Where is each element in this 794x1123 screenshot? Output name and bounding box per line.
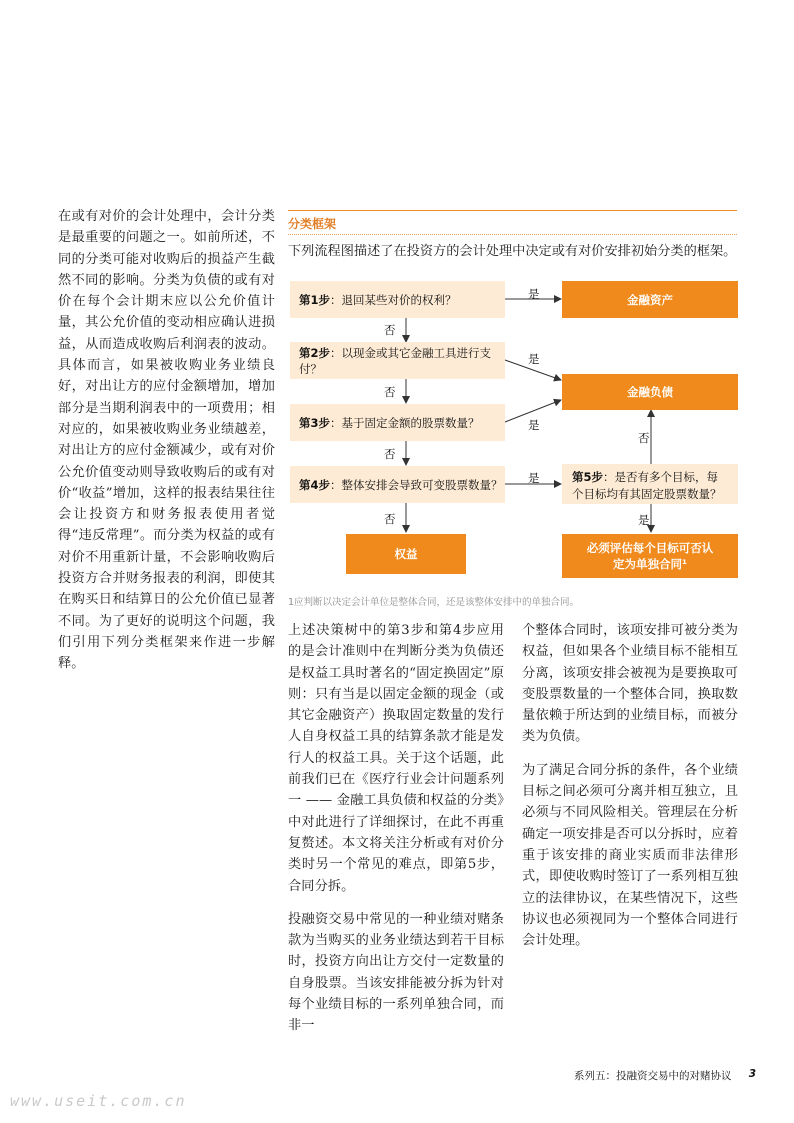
column3-paragraph-1: 个整体合同时，该项安排可被分类为权益，但如果各个业绩目标不能相互分离，该项安排会被视为是要换取可变股票数量的一个整体合同，换取数量依赖于所达到的业绩目标，而被分类为负债。	[522, 623, 738, 745]
label-step4-yes: 是	[528, 471, 540, 485]
label-step5-yes: 是	[638, 513, 650, 527]
step2-tag: 第2步	[299, 345, 331, 360]
step3-text: ：基于固定金额的股票数量？	[330, 415, 480, 430]
step5-tag: 第5步	[572, 470, 604, 484]
label-step2-no: 否	[384, 385, 396, 399]
footer-series-title: 系列五：投融资交易中的对赌协议	[574, 1070, 732, 1082]
page-number: 3	[748, 1068, 756, 1080]
step3-tag: 第3步	[299, 415, 331, 430]
label-step1-no: 否	[384, 323, 396, 337]
step5-text: ：是否有多个目标，每个目标均有其固定股票数量？	[572, 470, 722, 501]
label-step2-yes: 是	[528, 352, 540, 366]
step4-box	[290, 466, 505, 503]
flowchart-footnote: 1应判断以决定会计单位是整体合同，还是该整体安排中的单独合同。	[288, 597, 580, 608]
label-step1-yes: 是	[528, 287, 540, 301]
step4-text: ：整体安排会导致可变股票数量？	[330, 477, 503, 492]
equity-box: 权益	[346, 534, 466, 574]
step4-tag: 第4步	[299, 477, 331, 492]
step2-text: ：以现金或其它金融工具进行支付？	[299, 345, 492, 376]
step5-box	[562, 464, 738, 504]
step2-box	[290, 342, 505, 379]
section-title: 分类框架	[288, 217, 337, 231]
financial-liability-box: 金融负债	[562, 374, 738, 410]
section-intro: 下列流程图描述了在投资方的会计处理中决定或有对价安排初始分类的框架。	[288, 244, 737, 259]
step1-text: ：退回某些对价的权利？	[330, 292, 457, 307]
step3-box	[290, 404, 505, 441]
body-column-2	[288, 620, 504, 1049]
column2-paragraph-1: 上述决策树中的第3步和第4步应用的是会计准则中在判断分类为负债还是权益工具时著名的“固定换固定”原则：只有当是以固定金额的现金（或其它金融资产）换取固定数量的发行人自身权益工具的结算条款才能是发行人的权益工具。关于这个话题，此前我们已在《医疗行业会计问题系列一 —— 金融工具负债和权益的分类》中对此进行了详细探讨，在此不再重复赘述。本文将关注分析或有对价分类时另一个常见的难点，即第5步，合同分拆。	[288, 623, 504, 894]
left-column-text: 在或有对价的会计处理中，会计分类是最重要的问题之一。如前所述，不同的分类可能对收购后的损益产生截然不同的影响。分类为负债的或有对价在每个会计期末应以公允价值计量，其公允价值的变动相应确认进损益，从而造成收购后利润表的波动。具体而言，如果被收购业务业绩良好，对出让方的应付金额增加，增加部分是当期利润表中的一项费用；相对应的，如果被收购业务业绩越差，对出让方的应付金额减少，或有对价公允价值变动则导致收购后的或有对价“收益”增加，这样的报表结果往往会让投资方和财务报表使用者觉得“违反常理”。而分类为权益的或有对价不用重新计量，不会影响收购后投资方合并财务报表的利润，即使其在购买日和结算日的公允价值已显著不同。为了更好的说明这个问题，我们引用下列分类框架来作进一步解释。	[58, 209, 275, 672]
label-step4-no: 否	[384, 512, 396, 526]
column3-paragraph-2: 为了满足合同分拆的条件，各个业绩目标之间必须可分离并相互独立，且必须与不同风险相关。管理层在分析确定一项安排是否可以分拆时，应着重于该安排的商业实质而非法律形式，即使收购时签订了一系列相互独立的法律协议，在某些情况下，这些协议也必须视同为一个整体合同进行会计处理。	[522, 762, 738, 949]
column2-paragraph-2: 投融资交易中常见的一种业绩对赌条款为当购买的业务业绩达到若干目标时，投资方向出让方交付一定数量的自身股票。当该安排能被分拆为针对每个业绩目标的一系列单独合同，而非一	[288, 911, 504, 1034]
label-step5-no: 否	[638, 431, 650, 445]
label-step3-yes: 否	[384, 447, 396, 461]
separate-assessment-box: 必须评估每个目标可否认定为单独合同¹	[562, 534, 738, 578]
label-step3-no: 是	[528, 418, 540, 432]
financial-asset-box: 金融资产	[562, 281, 738, 318]
step1-tag: 第1步	[299, 292, 331, 307]
watermark: www.useit.com.cn	[10, 1092, 187, 1110]
body-column-3	[522, 620, 738, 963]
step1-box	[290, 281, 505, 318]
